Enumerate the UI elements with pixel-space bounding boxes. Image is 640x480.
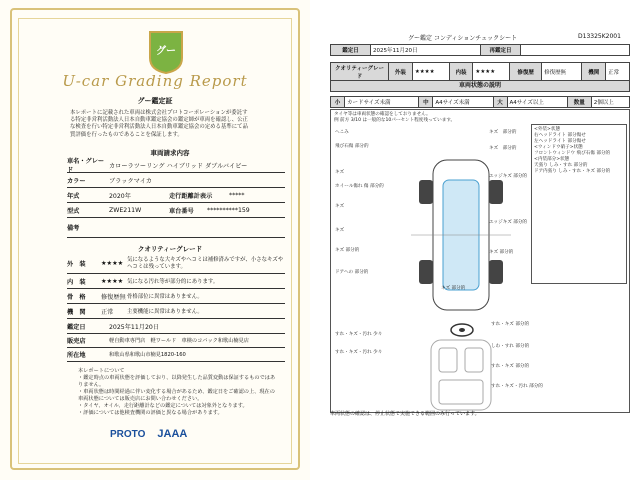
certificate-notes	[78, 368, 278, 417]
year-value: 2020年	[109, 192, 131, 200]
type-row	[67, 203, 285, 218]
repair-value: 修復歴無	[542, 63, 582, 82]
interior-notes-box	[531, 124, 627, 284]
mileage-label: 走行距離計表示	[169, 192, 213, 200]
repair-label: 修復歴	[510, 63, 542, 82]
tire-note: タイヤ等は車両状態の確認をしておりません。 例 前方 3/10 は一般的な10パーセント程度残っています。	[334, 112, 456, 123]
left-label: キズ 部分的	[335, 248, 360, 253]
remarks-row	[67, 218, 285, 238]
left-label: ドアへの 部分的	[335, 270, 369, 275]
recheck-value	[521, 45, 630, 56]
year-row	[67, 188, 285, 203]
size-small-desc: カードサイズ未満	[345, 97, 419, 108]
size-medium-desc: A4サイズ未満	[433, 97, 493, 108]
right-label: キズ 部分的	[489, 146, 517, 151]
grading-certificate	[0, 0, 310, 480]
left-label: 飛び石傷 部分的	[335, 144, 369, 149]
left-label: キズ	[335, 228, 345, 233]
check-date-value: 2025年11月20日	[371, 45, 481, 56]
interior-label: 内 装	[67, 278, 86, 286]
note-line: ・車両状態は時間経過に伴い変化する場合があるため、鑑定日をご確認の上、現在の車両状態については販売店にお問い合わせください。	[78, 389, 275, 402]
frame-label: 骨 格	[67, 293, 86, 301]
machine-value: 正常	[101, 308, 114, 316]
condition-check-sheet	[318, 0, 640, 480]
vehicle-section-title: 車両請求内容	[150, 149, 190, 157]
svg-text:グー: グー	[156, 46, 176, 57]
size-small: 小	[331, 97, 345, 108]
lower-right-label: しわ・すれ 部分的	[491, 344, 530, 349]
size-large-desc: A4サイズ以上	[507, 97, 567, 108]
check-footer: 車両状態の確認は、停止状態で実施できる範囲のみ行っています。	[330, 411, 480, 417]
left-label: ホイール傷れ 傷 部分的	[335, 184, 384, 189]
model-row	[67, 158, 285, 173]
note-line: ・タイヤ、オイル、走行距離計などの鑑定については対象外となります。	[78, 403, 248, 409]
check-interior-stars: ★★★★	[473, 63, 510, 82]
model-value: カローラツーリング ハイブリッド ダブルバイビー	[109, 162, 248, 170]
left-label: へこみ	[335, 130, 349, 135]
left-label: キズ	[335, 170, 345, 175]
frame-value: 修復歴無	[101, 293, 126, 301]
right-label: エッジキズ 部分的	[489, 174, 528, 179]
store-label: 販売店	[67, 338, 86, 345]
lower-right-label: すれ・キズ・汚れ 部分的	[491, 384, 543, 389]
vehicle-status-header: 車両状態の説明	[330, 80, 630, 92]
proto-logo: PROTO	[110, 428, 146, 440]
cert-date-row	[67, 319, 285, 334]
size-medium: 中	[419, 97, 433, 108]
size-count: 数量	[567, 97, 591, 108]
check-exterior-stars: ★★★★	[412, 63, 449, 82]
machine-row	[67, 304, 285, 319]
logos	[110, 428, 187, 440]
exterior-label: 外 装	[67, 261, 86, 268]
lower-left-label: すれ・キズ・汚れ 少々	[335, 332, 383, 337]
right-label: キズ 部分的	[489, 130, 517, 135]
interior-stars: ★★★★	[101, 277, 124, 285]
cert-date-label: 鑑定日	[67, 323, 86, 331]
chassis-value: **********159	[207, 206, 250, 214]
car-top-view-icon	[391, 140, 531, 330]
size-count-desc: 2個以上	[591, 97, 629, 108]
right-label: エッジキズ 部分的	[489, 220, 528, 225]
jaaa-logo: JAAA	[157, 428, 188, 440]
lower-right-label: すれ・キズ 部分的	[491, 364, 530, 369]
address-value: 和歌山県和歌山市楠見1820-160	[109, 352, 186, 358]
year-label: 年式	[67, 192, 80, 200]
interior-desc: 気になる汚れ等が部分的にあります。	[127, 279, 219, 285]
exterior-stars: ★★★★	[101, 260, 124, 267]
model-label: 車名・グレード	[67, 158, 105, 174]
store-row	[67, 334, 285, 348]
type-label: 型式	[67, 207, 80, 215]
chassis-label: 車台番号	[169, 207, 194, 215]
store-value: 軽自動車専門店 軽ワールド 車検のコバック和歌山楠見店	[109, 338, 249, 344]
interior-note: <内装部分>状態	[534, 157, 570, 162]
grade-table	[330, 62, 630, 82]
recheck-label: 再鑑定日	[481, 45, 521, 56]
interior-note: 天張り しみ・すれ 部分的	[534, 163, 588, 168]
interior-note: <ウィンドウ硝子>状態	[534, 145, 583, 150]
interior-note: ドア内張り しみ・すれ・キズ 部分的	[534, 169, 611, 174]
left-label: キズ	[335, 204, 345, 209]
address-row	[67, 348, 285, 362]
quality-section-title: クオリティーグレード	[137, 245, 203, 253]
note-line: ・鑑定時点の車両状態を評価しており、以降発生した品質変動は保証するものではありません。	[78, 375, 276, 388]
type-value: ZWE211W	[109, 206, 142, 214]
size-legend-table	[330, 96, 630, 108]
note-line: 本レポートについて	[78, 368, 125, 374]
right-label: キズ 部分的	[441, 286, 466, 291]
color-row	[67, 173, 285, 188]
mileage-value: *****	[229, 191, 245, 199]
interior-notes-title: <外装>状態	[534, 127, 561, 132]
cert-date-value: 2025年11月20日	[109, 323, 160, 331]
machine-label: 機 関	[67, 308, 86, 316]
size-large: 大	[493, 97, 507, 108]
certificate-title: U-car Grading Report	[62, 72, 248, 90]
check-date-label: 鑑定日	[331, 45, 371, 56]
note-line: ・評価については他検査機関の評価と異なる場合があります。	[78, 410, 223, 416]
lower-left-label: すれ・キズ・汚れ 少々	[335, 350, 383, 355]
exterior-row	[67, 254, 285, 274]
interior-note: フロントウィンドウ 飛び石傷 部分的	[534, 151, 611, 156]
damage-diagram	[330, 109, 630, 413]
frame-desc: 骨格部位に異常はありません。	[127, 294, 203, 300]
interior-row	[67, 274, 285, 289]
color-label: カラー	[67, 177, 86, 185]
check-machine-label: 機関	[582, 63, 606, 82]
right-label: キズ 部分的	[489, 250, 514, 255]
machine-desc: 主要機能に異常はありません。	[127, 309, 203, 315]
date-table	[330, 44, 630, 56]
lower-right-label: すれ・キズ 部分的	[491, 322, 530, 327]
check-machine-value: 正常	[606, 63, 630, 82]
certificate-paragraph: 本レポートに記載された車両は株式会社プロトコーポレーションが委託する特定非営利活動法人日本自動車鑑定協会の鑑定師が車両を確認し、公正な検査を行い特定非営利活動法人日本自動車鑑定協会の定める基準にて品質評価を行ったものであることを保証します。	[70, 110, 248, 138]
check-title: グー鑑定 コンディションチェックシート	[408, 35, 518, 42]
check-exterior-label: 外装	[389, 63, 413, 82]
goo-badge-icon	[147, 30, 185, 74]
doc-number: D13325K2001	[578, 33, 621, 40]
address-label: 所在地	[67, 352, 86, 359]
frame-row	[67, 289, 285, 304]
certificate-subtitle: グー鑑定証	[137, 97, 173, 105]
quality-label: クオリティーグレード	[331, 63, 389, 82]
exterior-desc: 気になるような大キズやヘコミは補修済みですが、小さなキズやヘコミは残っています。	[127, 256, 284, 270]
interior-note: 左ヘッドライト 部分傷せ	[534, 139, 586, 144]
interior-note: 右ヘッドライト 部分傷せ	[534, 133, 586, 138]
color-value: ブラックマイカ	[109, 177, 152, 185]
check-interior-label: 内装	[449, 63, 473, 82]
remarks-label: 備考	[67, 225, 80, 232]
